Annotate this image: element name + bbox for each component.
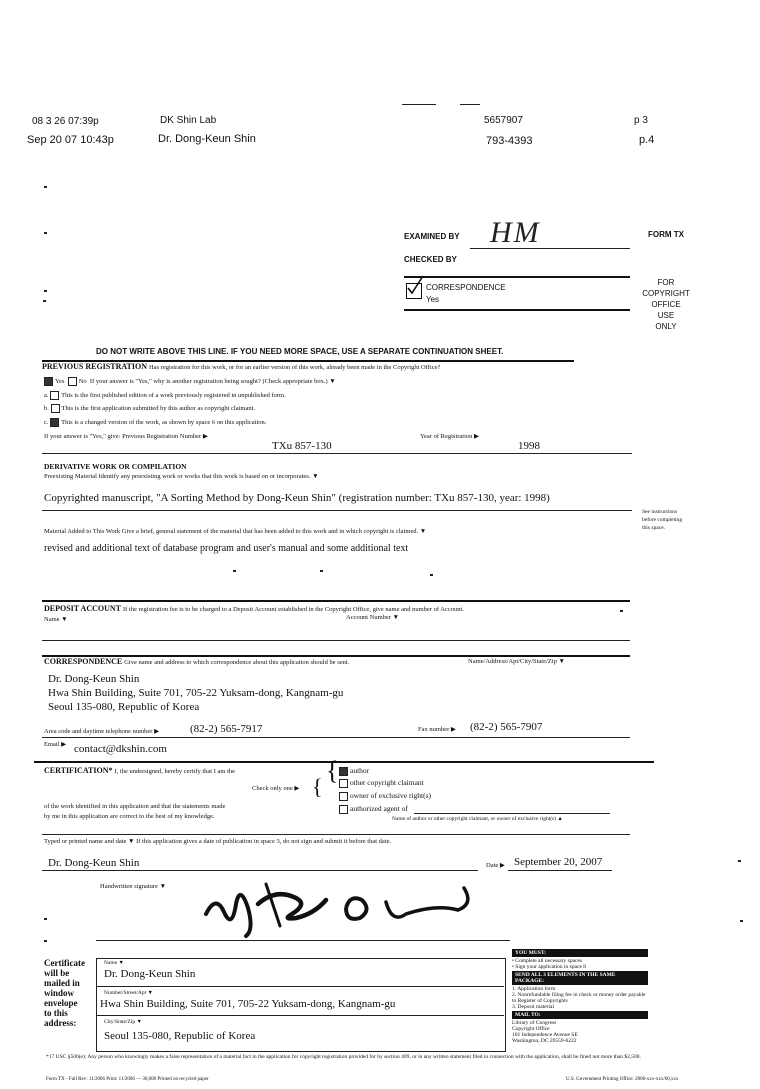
phone-label: Area code and daytime telephone number ▶ xyxy=(44,728,160,735)
typed-name-value: Dr. Dong-Keun Shin xyxy=(48,857,140,869)
panel-line: 1. Application form xyxy=(512,986,556,992)
signature-line xyxy=(96,940,510,941)
cert-opt-owner xyxy=(339,791,431,801)
cert-opt-other xyxy=(339,778,424,788)
typed-name-label: Typed or printed name and date ▼ If this application gives a date of publication in space 3, do not sign and submit it before that date. xyxy=(44,838,392,845)
scan-speck xyxy=(43,300,46,302)
divider xyxy=(42,737,630,738)
deposit-heading: DEPOSIT ACCOUNT xyxy=(44,604,121,613)
other-claimant-checkbox xyxy=(339,779,348,788)
correspondence-checkbox xyxy=(406,283,422,299)
deposit-name-label: Name ▼ xyxy=(44,616,68,623)
footer-form-revision: Form TX - Full Rev: 11/2006 Print: 11/2006 — 30,000 Printed on recycled paper xyxy=(46,1077,209,1082)
previous-registration-question: Has registration for this work, or for an earlier version of this work, already been made in the Copyright Office? xyxy=(148,364,441,371)
agent-checkbox xyxy=(339,805,348,814)
handwritten-signature xyxy=(196,874,476,940)
form-tx-label: FORM TX xyxy=(648,230,684,239)
divider xyxy=(42,510,632,511)
deposit-text: If the registration fee is to be charged to a Deposit Account established in the Copyright Office, give name and number of Account. xyxy=(122,606,464,613)
checked-by-label: CHECKED BY xyxy=(404,255,457,264)
agent-label: authorized agent of xyxy=(350,804,408,813)
correspondence-address-line-1: Hwa Shin Building, Suite 701, 705-22 Yuksam-dong, Kangnam-gu xyxy=(48,687,344,699)
examiner-initials: HM xyxy=(490,216,541,249)
correspondence-address xyxy=(48,672,343,714)
scan-speck xyxy=(740,920,743,922)
scan-speck xyxy=(430,574,433,576)
scan-speck xyxy=(233,570,236,572)
instructions-panel xyxy=(512,948,648,1060)
you-must-heading: YOU MUST: xyxy=(512,949,648,957)
date-value: September 20, 2007 xyxy=(514,856,603,868)
derivative-heading: DERIVATIVE WORK OR COMPILATION xyxy=(44,462,187,471)
preexisting-material-value: Copyrighted manuscript, "A Sorting Method by Dong-Keun Shin" (registration number: TXu 857-130, year: 1998) xyxy=(44,492,550,504)
name-of-author-caption: Name of author or other copyright claimant, or owner of exclusive right(s) ▲ xyxy=(392,816,563,822)
scan-speck xyxy=(620,610,623,612)
no-checkbox xyxy=(68,377,77,386)
side-label-line: will be xyxy=(44,968,70,978)
agent-line xyxy=(414,813,610,814)
divider xyxy=(42,640,630,641)
cert-city-label: City/State/Zip ▼ xyxy=(104,1019,142,1025)
correspondence-label: CORRESPONDENCE xyxy=(426,283,506,292)
email-label: Email ▶ xyxy=(44,741,67,748)
note-line: this space. xyxy=(642,525,665,531)
previous-registration-heading: PREVIOUS REGISTRATION xyxy=(42,362,147,371)
mail-to-heading: MAIL TO: xyxy=(512,1011,648,1019)
panel-line: Library of Congress xyxy=(512,1020,557,1026)
owner-checkbox xyxy=(339,792,348,801)
divider xyxy=(34,761,654,763)
prev-reg-answer-row xyxy=(44,377,336,386)
panel-line: • Sign your application in space 8 xyxy=(512,964,587,970)
footer-gpo: U.S. Government Printing Office: 2006-xxx-xxx/60,xxx xyxy=(566,1077,679,1082)
side-label-line: to this xyxy=(44,1008,68,1018)
option-brace: { xyxy=(312,774,323,799)
fax-header-sender-2: Dr. Dong-Keun Shin xyxy=(158,133,256,145)
option-c-label: This is a changed version of the work, as shown by space 6 on this application. xyxy=(61,418,267,426)
previous-registration xyxy=(42,362,440,371)
scan-speck xyxy=(44,940,47,942)
fax-header-page-2: p.4 xyxy=(639,134,655,146)
fax-header-page-1: p 3 xyxy=(634,115,648,126)
check-mark-icon xyxy=(407,280,421,294)
office-use-line: OFFICE xyxy=(651,300,681,309)
divider xyxy=(42,600,630,602)
option-a: a. This is the first published edition of a work previously registered in unpublished form. xyxy=(44,391,286,399)
checked-by-line xyxy=(404,276,630,278)
do-not-write-notice: DO NOT WRITE ABOVE THIS LINE. IF YOU NEED MORE SPACE, USE A SEPARATE CONTINUATION SHEET. xyxy=(96,347,504,356)
scan-mark xyxy=(460,104,480,105)
divider xyxy=(42,453,632,454)
certification-text: I, the undersigned, hereby certify that I am the xyxy=(114,768,236,775)
note-line: See instructions xyxy=(642,509,677,515)
panel-line: 101 Independence Avenue SE xyxy=(512,1032,578,1038)
correspondence-heading: CORRESPONDENCE xyxy=(44,657,123,666)
fax-label: Fax number ▶ xyxy=(418,726,456,733)
cert-divider xyxy=(96,986,504,987)
option-b-checkbox xyxy=(51,404,60,413)
option-brace: { xyxy=(326,756,339,785)
scan-mark xyxy=(402,104,436,105)
side-label-line: address: xyxy=(44,1018,77,1028)
certification-heading: CERTIFICATION* xyxy=(44,766,113,775)
fax-header-date-2: Sep 20 07 10:43p xyxy=(27,134,114,146)
date-line xyxy=(508,870,612,871)
see-instructions-note xyxy=(642,508,682,532)
option-a-checkbox xyxy=(50,391,59,400)
correspondence-line xyxy=(404,309,630,311)
material-added-value: revised and additional text of database program and user's manual and some additional text xyxy=(44,543,409,554)
for-office-use-only xyxy=(636,277,696,332)
panel-line: 3. Deposit material xyxy=(512,1004,555,1010)
scan-speck xyxy=(44,918,47,920)
office-use-line: USE xyxy=(657,311,675,320)
cert-city: Seoul 135-080, Republic of Korea xyxy=(104,1030,256,1042)
panel-line: 2. Nonrefundable filing fee in check or money order payable to Register of Copyrights xyxy=(512,992,646,1004)
scan-speck xyxy=(738,860,741,862)
side-label-line: mailed in xyxy=(44,978,80,988)
divider xyxy=(42,834,630,835)
fax-header-number-1: 5657907 xyxy=(484,115,523,126)
panel-line: Copyright Office xyxy=(512,1026,550,1032)
cert-name-label: Name ▼ xyxy=(104,960,124,966)
correspondence-text: Give name and address to which correspondence about this application should be sent. xyxy=(124,659,350,666)
email-value: contact@dkshin.com xyxy=(74,743,167,755)
side-label-line: Certificate xyxy=(44,958,85,968)
author-label: author xyxy=(350,766,370,775)
check-only-one: Check only one ▶ xyxy=(252,785,300,792)
fax-header-number-2: 793-4393 xyxy=(486,135,533,147)
correspondence-address-line-2: Seoul 135-080, Republic of Korea xyxy=(48,701,200,713)
date-label: Date ▶ xyxy=(486,862,505,869)
certification-line-2: by me in this application are correct to the best of my knowledge. xyxy=(44,813,215,820)
correspondence-section xyxy=(44,657,349,666)
other-claimant-label: other copyright claimant xyxy=(350,778,424,787)
fax-header-date-1: 08 3 26 07:39p xyxy=(32,116,99,127)
cert-street-label: Number/Street/Apt ▼ xyxy=(104,990,153,996)
cert-opt-agent xyxy=(339,804,408,814)
send-all-heading: SEND ALL 3 ELEMENTS IN THE SAME PACKAGE: xyxy=(512,971,648,985)
panel-line: • Complete all necessary spaces xyxy=(512,958,583,964)
scan-speck xyxy=(44,186,47,188)
cert-opt-author xyxy=(339,766,369,776)
panel-line: Washington, DC 20559-6222 xyxy=(512,1038,577,1044)
yes-label: Yes xyxy=(55,377,65,385)
cert-divider xyxy=(96,1015,504,1016)
phone-value: (82-2) 565-7917 xyxy=(190,723,263,735)
option-c: c. This is a changed version of the work, as shown by space 6 on this application. xyxy=(44,418,267,426)
certification-section xyxy=(44,766,235,775)
certificate-side-label xyxy=(44,958,85,1028)
prev-reg-number-label: If your answer is "Yes," give: Previous Registration Number ▶ xyxy=(44,433,208,440)
option-b: b. This is the first application submitted by this author as copyright claimant. xyxy=(44,404,256,412)
cert-name: Dr. Dong-Keun Shin xyxy=(104,968,196,980)
fax-value: (82-2) 565-7907 xyxy=(470,721,543,733)
fax-header-sender-1: DK Shin Lab xyxy=(160,115,217,126)
scan-speck xyxy=(320,570,323,572)
owner-label: owner of exclusive right(s) xyxy=(350,791,432,800)
material-added-label: Material Added to This Work Give a brief, general statement of the material that has been added to this work and in which copyright is claimed. ▼ xyxy=(44,528,427,535)
option-b-label: This is the first application submitted by this author as copyright claimant. xyxy=(61,404,256,412)
year-of-registration: 1998 xyxy=(518,440,540,452)
year-of-registration-label: Year of Registration ▶ xyxy=(420,433,480,440)
yes-checkbox xyxy=(44,377,53,386)
correspondence-name: Dr. Dong-Keun Shin xyxy=(48,673,140,685)
preexisting-material-label: Preexisting Material Identify any preexisting work or works that this work is based on or incorporates. ▼ xyxy=(44,473,319,480)
certification-line-1: of the work identified in this application and that the statements made xyxy=(44,803,226,810)
office-use-line: FOR xyxy=(657,278,675,287)
note-line: before completing xyxy=(642,517,683,523)
yes-label: Yes xyxy=(426,295,440,304)
scan-speck xyxy=(44,290,47,292)
option-a-label: This is the first published edition of a work previously registered in unpublished form. xyxy=(61,391,286,399)
correspondence-fields-hint: Name/Address/Apt/City/State/Zip ▼ xyxy=(468,658,565,665)
author-checkbox xyxy=(339,767,348,776)
cert-street: Hwa Shin Building, Suite 701, 705-22 Yuksam-dong, Kangnam-gu xyxy=(100,998,396,1010)
scan-speck xyxy=(44,232,47,234)
office-use-line: ONLY xyxy=(655,322,677,331)
name-line xyxy=(42,870,478,871)
no-label: No xyxy=(78,377,87,385)
prev-reg-number: TXu 857-130 xyxy=(272,440,332,452)
office-use-line: COPYRIGHT xyxy=(642,289,690,298)
side-label-line: window xyxy=(44,988,75,998)
examined-by-line xyxy=(470,248,630,249)
deposit-account xyxy=(44,604,464,613)
examined-by-label: EXAMINED BY xyxy=(404,232,460,241)
signature-label: Handwritten signature ▼ xyxy=(100,883,166,890)
option-c-checkbox xyxy=(50,418,59,427)
footer-law-text: *17 USC §506(e): Any person who knowingly makes a false representation of a material fact in the application for copyright registration provided for by section 409, or in any written statement filed in connection with the application, shall be fined not more than $2,500. xyxy=(46,1054,641,1060)
side-label-line: envelope xyxy=(44,998,78,1008)
deposit-account-number-label: Account Number ▼ xyxy=(346,614,400,621)
if-yes-text: If your answer is "Yes," why is another registration being sought? (Check appropriate box.) ▼ xyxy=(89,377,336,385)
